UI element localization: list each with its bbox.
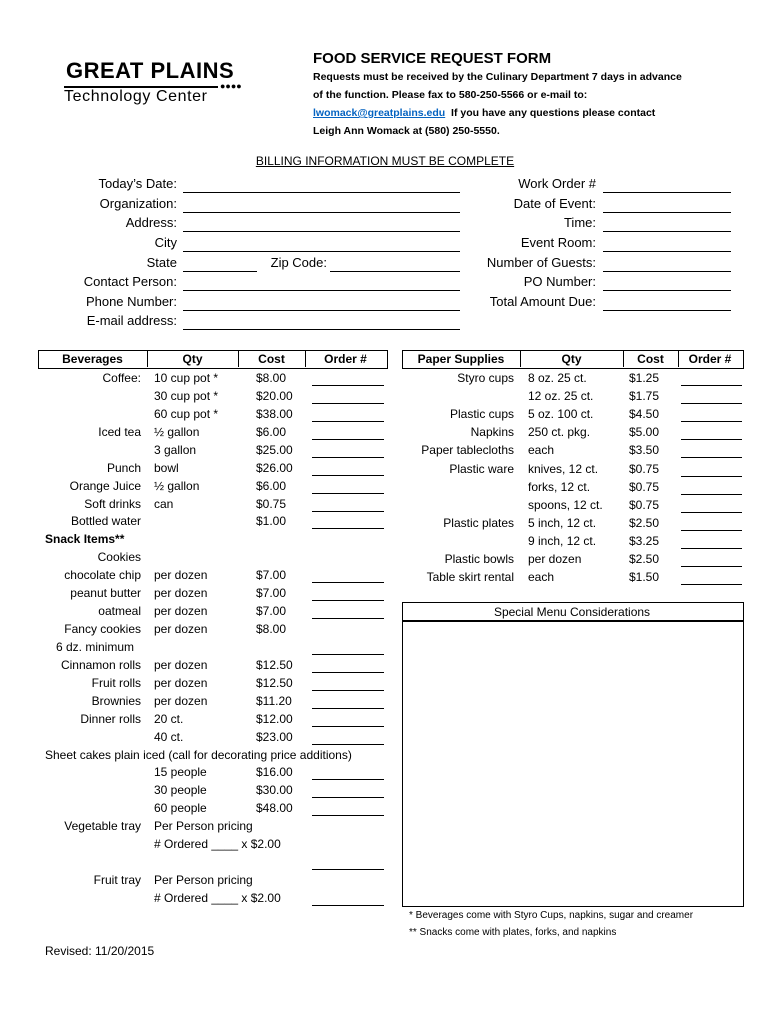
billing-input[interactable] — [183, 212, 460, 213]
order-input[interactable] — [681, 566, 742, 567]
item-cost: $16.00 — [256, 765, 293, 779]
item-qty: per dozen — [154, 568, 208, 582]
billing-label: Work Order # — [518, 176, 596, 191]
item-qty: 5 inch, 12 ct. — [528, 516, 597, 530]
item-qty: per dozen — [154, 676, 208, 690]
item-qty: Per Person pricing — [154, 819, 253, 833]
order-input[interactable] — [681, 584, 742, 585]
order-input[interactable] — [681, 476, 742, 477]
item-label: Brownies — [91, 694, 141, 708]
item-qty: 20 ct. — [154, 712, 184, 726]
item-cost: $12.50 — [256, 676, 293, 690]
item-cost: $0.75 — [629, 480, 660, 494]
billing-label: Number of Guests: — [486, 255, 596, 270]
order-input[interactable] — [312, 744, 384, 745]
item-cost: $1.50 — [629, 570, 660, 584]
billing-input[interactable] — [603, 231, 731, 232]
item-label: Vegetable tray — [64, 819, 141, 833]
billing-label: E-mail address: — [86, 313, 177, 328]
order-input[interactable] — [312, 815, 384, 816]
col-header-qty: Qty — [561, 352, 582, 366]
order-input[interactable] — [312, 493, 384, 494]
billing-label: Phone Number: — [85, 294, 177, 309]
item-label: Iced tea — [98, 425, 141, 439]
item-cost: $6.00 — [256, 479, 287, 493]
order-input[interactable] — [681, 385, 742, 386]
item-cost: $4.50 — [629, 407, 660, 421]
logo-subtitle: Technology Center — [64, 88, 208, 105]
col-header-beverages: Beverages — [62, 352, 123, 366]
col-header-order: Order # — [688, 352, 732, 366]
item-cost: $7.00 — [256, 568, 287, 582]
item-qty: 250 ct. pkg. — [528, 425, 591, 439]
billing-input[interactable] — [603, 290, 731, 291]
billing-input[interactable] — [183, 310, 460, 311]
order-input[interactable] — [312, 600, 384, 601]
form-title: FOOD SERVICE REQUEST FORM — [313, 50, 552, 67]
billing-input[interactable] — [183, 329, 460, 330]
item-label: Plastic ware — [449, 462, 514, 476]
item-cost: $6.00 — [256, 425, 287, 439]
item-cost: $5.00 — [629, 425, 660, 439]
section-title: Snack Items** — [45, 532, 125, 546]
billing-input[interactable] — [603, 310, 731, 311]
item-label: peanut butter — [70, 586, 141, 600]
item-qty: 12 oz. 25 ct. — [528, 389, 594, 403]
billing-input[interactable] — [603, 251, 731, 252]
billing-label: Contact Person: — [83, 274, 177, 289]
revised-date: Revised: 11/20/2015 — [45, 944, 155, 958]
billing-title: BILLING INFORMATION MUST BE COMPLETE — [255, 154, 515, 168]
order-input[interactable] — [312, 672, 384, 673]
special-menu-title: Special Menu Considerations — [493, 605, 651, 619]
item-qty: knives, 12 ct. — [528, 462, 599, 476]
item-label: oatmeal — [98, 604, 141, 618]
header-line-2: of the function. Please fax to 580-250-5566 or e-mail to: — [313, 89, 588, 101]
item-qty: 15 people — [154, 765, 207, 779]
item-qty: ½ gallon — [154, 479, 200, 493]
item-qty: ½ gallon — [154, 425, 200, 439]
logo-title: GREAT PLAINS — [66, 58, 235, 83]
item-label: Orange Juice — [69, 479, 141, 493]
order-input[interactable] — [681, 421, 742, 422]
item-cost: $25.00 — [256, 443, 293, 457]
billing-label: Organization: — [99, 196, 177, 211]
item-qty: 40 ct. — [154, 730, 184, 744]
item-qty: per dozen — [154, 694, 208, 708]
item-qty: per dozen — [154, 586, 208, 600]
order-input[interactable] — [681, 512, 742, 513]
col-header-qty: Qty — [182, 352, 203, 366]
logo-dots: ●●●● — [220, 81, 242, 91]
item-label: Plastic cups — [449, 407, 514, 421]
col-header-order: Order # — [324, 352, 367, 366]
item-qty: each — [528, 570, 555, 584]
note-beverages: * Beverages come with Styro Cups, napkins, sugar and creamer — [409, 910, 694, 921]
order-input[interactable] — [312, 618, 384, 619]
order-input[interactable] — [312, 582, 384, 583]
billing-label: PO Number: — [523, 274, 596, 289]
order-input[interactable] — [312, 797, 384, 798]
item-qty: forks, 12 ct. — [528, 480, 591, 494]
order-input[interactable] — [312, 654, 384, 655]
billing-input[interactable] — [603, 271, 731, 272]
item-label: Soft drinks — [84, 497, 141, 511]
billing-label: State — [146, 255, 177, 270]
item-qty: per dozen — [154, 622, 208, 636]
order-input[interactable] — [681, 530, 742, 531]
item-qty: 5 oz. 100 ct. — [528, 407, 594, 421]
item-qty: bowl — [154, 461, 179, 475]
item-cost: $8.00 — [256, 622, 287, 636]
item-label: Coffee: — [102, 371, 141, 385]
billing-input[interactable] — [183, 192, 460, 193]
order-input[interactable] — [312, 905, 384, 906]
item-cost: $0.75 — [256, 497, 287, 511]
item-qty: 60 cup pot * — [154, 407, 219, 421]
billing-label: Total Amount Due: — [489, 294, 596, 309]
order-input[interactable] — [312, 779, 384, 780]
item-cost: $7.00 — [256, 586, 287, 600]
item-cost: $48.00 — [256, 801, 293, 815]
header-line-3 — [313, 104, 655, 122]
special-menu-textarea[interactable] — [402, 620, 744, 907]
item-qty: per dozen — [154, 658, 208, 672]
zip-label: Zip Code: — [270, 255, 327, 270]
order-input[interactable] — [312, 475, 384, 476]
item-cost: $26.00 — [256, 461, 293, 475]
item-qty: 10 cup pot * — [154, 371, 219, 385]
item-cost: $3.25 — [629, 534, 660, 548]
order-input[interactable] — [312, 439, 384, 440]
zip-input[interactable] — [330, 271, 460, 272]
item-cost: $8.00 — [256, 371, 287, 385]
item-qty: spoons, 12 ct. — [528, 498, 603, 512]
order-input[interactable] — [681, 403, 742, 404]
item-qty: per dozen — [154, 604, 208, 618]
item-label: Styro cups — [457, 371, 514, 385]
item-qty: # Ordered ____ x $2.00 — [154, 837, 281, 851]
item-label: Fruit tray — [93, 873, 141, 887]
item-cost: $2.50 — [629, 552, 660, 566]
item-cost: $0.75 — [629, 462, 660, 476]
header-line-1: Requests must be received by the Culinary Department 7 days in advance — [313, 71, 682, 83]
header-line-4: Leigh Ann Womack at (580) 250-5550. — [313, 125, 500, 137]
billing-label: Address: — [125, 215, 177, 230]
item-cost: $1.25 — [629, 371, 660, 385]
item-cost: $1.00 — [256, 514, 287, 528]
col-header-paper: Paper Supplies — [417, 352, 505, 366]
item-qty: Per Person pricing — [154, 873, 253, 887]
item-cost: $3.50 — [629, 443, 660, 457]
item-qty: each — [528, 443, 555, 457]
item-cost: $1.75 — [629, 389, 660, 403]
order-input[interactable] — [312, 511, 384, 512]
item-label: Cookies — [97, 550, 141, 564]
item-qty: can — [154, 497, 174, 511]
item-cost: $30.00 — [256, 783, 293, 797]
item-label: Plastic bowls — [444, 552, 514, 566]
order-input[interactable] — [681, 457, 742, 458]
item-qty: 60 people — [154, 801, 207, 815]
item-cost: $38.00 — [256, 407, 293, 421]
billing-input[interactable] — [183, 251, 460, 252]
billing-label: Time: — [563, 215, 596, 230]
header-line-3-rest: If you have any questions please contact — [451, 107, 656, 119]
item-label: Paper tablecloths — [421, 443, 514, 457]
item-label: Plastic plates — [443, 516, 514, 530]
item-label: Punch — [106, 461, 141, 475]
billing-label: Today’s Date: — [98, 176, 177, 191]
order-input[interactable] — [312, 726, 384, 727]
item-cost: $23.00 — [256, 730, 293, 744]
billing-label: Date of Event: — [513, 196, 596, 211]
item-label: Table skirt rental — [426, 570, 514, 584]
item-cost: $2.50 — [629, 516, 660, 530]
item-cost: $20.00 — [256, 389, 293, 403]
item-label: Sheet cakes plain iced (call for decorating price additions) — [45, 748, 352, 762]
order-input[interactable] — [312, 708, 384, 709]
order-input[interactable] — [312, 457, 384, 458]
col-header-cost: Cost — [637, 352, 664, 366]
order-input[interactable] — [312, 385, 384, 386]
billing-label: Event Room: — [520, 235, 596, 250]
note-snacks: ** Snacks come with plates, forks, and napkins — [409, 927, 617, 938]
item-label: Cinnamon rolls — [60, 658, 141, 672]
item-label: chocolate chip — [64, 568, 141, 582]
order-input[interactable] — [312, 403, 384, 404]
item-label: Bottled water — [70, 514, 141, 528]
billing-input[interactable] — [183, 290, 460, 291]
item-cost: $12.00 — [256, 712, 293, 726]
state-input[interactable] — [183, 271, 257, 272]
item-qty: 30 people — [154, 783, 207, 797]
item-qty: 30 cup pot * — [154, 389, 219, 403]
billing-input[interactable] — [603, 192, 731, 193]
item-qty: 3 gallon — [154, 443, 197, 457]
item-qty: 8 oz. 25 ct. — [528, 371, 587, 385]
order-input[interactable] — [312, 421, 384, 422]
item-cost: $11.20 — [256, 694, 292, 708]
item-label: 6 dz. minimum — [56, 640, 135, 654]
item-label: Fruit rolls — [91, 676, 141, 690]
order-input[interactable] — [312, 869, 384, 870]
item-qty: per dozen — [528, 552, 582, 566]
order-input[interactable] — [681, 439, 742, 440]
billing-input[interactable] — [603, 212, 731, 213]
item-label: Dinner rolls — [80, 712, 141, 726]
col-header-cost: Cost — [258, 352, 285, 366]
order-input[interactable] — [681, 494, 742, 495]
item-cost: $12.50 — [256, 658, 293, 672]
billing-input[interactable] — [183, 231, 460, 232]
item-cost: $0.75 — [629, 498, 660, 512]
item-label: Fancy cookies — [64, 622, 141, 636]
item-qty: 9 inch, 12 ct. — [528, 534, 597, 548]
item-label: Napkins — [470, 425, 514, 439]
email-link[interactable]: lwomack@greatplains.edu — [313, 107, 446, 119]
order-input[interactable] — [312, 690, 384, 691]
order-input[interactable] — [312, 528, 384, 529]
item-cost: $7.00 — [256, 604, 287, 618]
item-qty: # Ordered ____ x $2.00 — [154, 891, 281, 905]
order-input[interactable] — [681, 548, 742, 549]
billing-label: City — [154, 235, 177, 250]
